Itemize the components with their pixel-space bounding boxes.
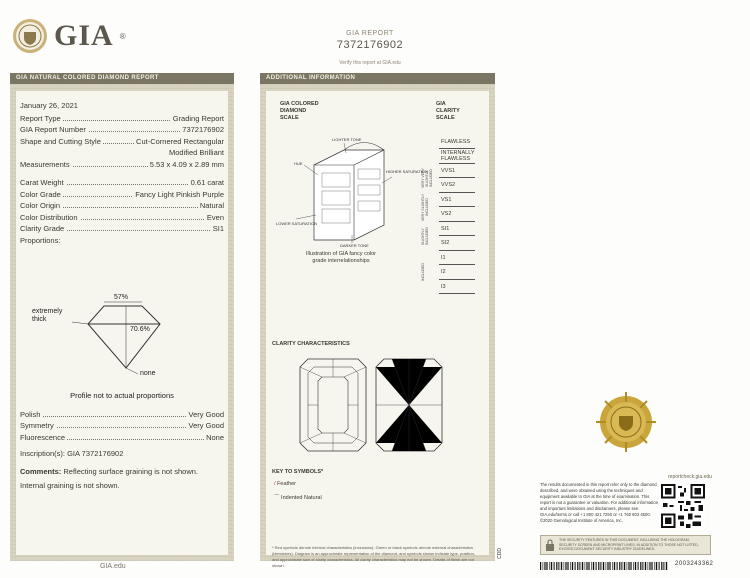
grade-label: Color Origin (20, 201, 61, 210)
detail-value: 5.53 x 4.09 x 2.89 mm (149, 159, 224, 169)
key-title: KEY TO SYMBOLS* (272, 469, 324, 475)
registered-mark: ® (119, 31, 126, 41)
finish-row (20, 430, 224, 442)
key-feather: / Feather (274, 481, 297, 487)
gold-seal-icon (596, 392, 656, 452)
clarity-group: VERY VERY SLIGHTLY INCLUDED (421, 168, 433, 189)
finish-value: Very Good (188, 409, 224, 419)
additional-info-title: ADDITIONAL INFORMATION (260, 73, 495, 84)
clarity-scale (421, 135, 483, 295)
brand-name: GIA (54, 19, 114, 52)
proportions-diagram (32, 294, 192, 382)
report-label: GIA REPORT (346, 30, 394, 37)
clarity-grade: SI1 (439, 222, 475, 236)
inscription: Inscription(s): GIA 7372176902 (20, 449, 124, 458)
scale-label-lower: LOWER SATURATION (276, 221, 317, 226)
clarity-grade: VS2 (439, 208, 475, 222)
grade-value: Fancy Light Pinkish Purple (135, 189, 224, 199)
grade-value: 0.61 carat (190, 178, 224, 187)
detail-value: Cut-Cornered Rectangular (136, 136, 224, 146)
detail-row (20, 157, 224, 169)
report-details (20, 111, 224, 245)
comments-label: Comments: (20, 467, 62, 476)
detail-label: GIA Report Number (20, 125, 86, 134)
detail-row (20, 111, 224, 123)
proportions-label: Proportions: (20, 235, 61, 245)
scale-label-higher: HIGHER SATURATION (386, 169, 428, 174)
lock-icon (545, 539, 555, 551)
finish-row (20, 419, 224, 431)
scale-label-darker: DARKER TONE (340, 243, 369, 248)
detail-row (20, 134, 224, 146)
clarity-grade: I2 (439, 266, 475, 280)
clarity-grade: VVS1 (439, 164, 475, 178)
depth-percent: 70.6% (130, 326, 150, 333)
detail-row (20, 146, 224, 158)
verify-text[interactable]: Verify this report at GIA.edu (339, 60, 401, 66)
profile-note: Profile not to actual proportions (70, 391, 174, 400)
additional-info-panel (260, 73, 495, 568)
illustration-caption: Illustration of GIA fancy color grade interrelationships (305, 251, 376, 264)
gia-edu-footer[interactable]: GIA.edu (100, 563, 126, 570)
finish-value: Very Good (188, 421, 224, 430)
detail-label: Shape and Cutting Style (20, 136, 101, 146)
report-date: January 26, 2021 (20, 101, 78, 110)
grade-value: Even (206, 212, 224, 222)
gia-logo (12, 18, 126, 54)
grade-label: Clarity Grade (20, 224, 65, 233)
comment-line: Internal graining is not shown. (20, 481, 120, 490)
clarity-grade-row (421, 135, 483, 150)
grade-value: Natural (199, 201, 224, 210)
symbols-footnote: * Red symbols denote internal characteristics (inclusions). Green or black symbols denote external characteristics (blemishes). Diagram is an approximate representation of the diamond, and symbols shown indicate type, position, and approximate size of clarity characteristics. All clarity characteristics may not be shown. Details of finish are not shown. (272, 545, 475, 568)
barcode-number: 2003243362 (675, 561, 714, 567)
report-number: 7372176902 (336, 39, 404, 51)
culet-label: none (140, 370, 156, 377)
detail-value: 7372176902 (182, 125, 224, 134)
grade-row (20, 210, 224, 222)
clarity-scale-title: GIA CLARITY SCALE (436, 101, 460, 121)
clarity-grade: FLAWLESS (439, 135, 475, 149)
table-percent: 57% (114, 294, 129, 301)
detail-value: Grading Report (172, 113, 224, 123)
clarity-grade: I1 (439, 251, 475, 265)
crown-plot-diagram (300, 359, 366, 451)
grade-label: Color Grade (20, 189, 61, 199)
disclaimer-text: The results documented in this report refer only to the diamond described, and were obtained using the techniques and equipment available to GIA at the time of examination. This report is not a guarantee or valuation. For additional information and important limitations and disclaimers, please see GIA.edu/terms or call +1 800 421 7250 or +1 760 603 4500. ©2020 Gemological Institute of America, Inc. (540, 482, 659, 523)
clarity-grade: VVS2 (439, 179, 475, 193)
additional-info-body (266, 91, 489, 568)
clarity-characteristics-title: CLARITY CHARACTERISTICS (272, 341, 350, 347)
pavilion-plot-diagram (376, 359, 442, 451)
clarity-group: INCLUDED (421, 263, 425, 282)
reportcheck-link[interactable]: reportcheck.gia.edu (668, 474, 712, 480)
grade-row (20, 222, 224, 234)
detail-label: Measurements (20, 159, 70, 169)
grade-row (20, 176, 224, 188)
grade-label: Carat Weight (20, 178, 64, 187)
report-panel-title: GIA NATURAL COLORED DIAMOND REPORT (10, 73, 234, 84)
indented-natural-symbol-icon: ⌒ (274, 495, 280, 501)
color-scale-title: GIA COLORED DIAMOND SCALE (280, 101, 319, 121)
security-notice (540, 535, 711, 555)
grade-label: Color Distribution (20, 212, 78, 222)
scale-label-lighter: LIGHTER TONE (332, 137, 362, 142)
finish-details (20, 407, 224, 442)
clarity-grade-row (421, 150, 483, 165)
qr-code-icon[interactable] (661, 484, 705, 528)
clarity-grade: I3 (439, 280, 475, 294)
finish-label: Symmetry (20, 421, 54, 430)
detail-row (20, 123, 224, 135)
side-code: CDD (497, 548, 503, 559)
proportions-row (20, 233, 224, 245)
clarity-grade: INTERNALLY FLAWLESS (441, 150, 475, 163)
report-panel (10, 73, 234, 561)
grade-row (20, 199, 224, 211)
finish-label: Polish (20, 409, 41, 419)
finish-label: Fluorescence (20, 432, 66, 442)
comments (20, 465, 198, 493)
clarity-grade: VS1 (439, 193, 475, 207)
grade-row (20, 187, 224, 199)
barcode-icon (540, 562, 670, 570)
clarity-grade: SI2 (439, 237, 475, 251)
scale-label-hue: HUE (294, 161, 303, 166)
key-indented-natural: ⌒ Indented Natural (274, 495, 322, 501)
grade-value: SI1 (212, 224, 224, 233)
clarity-group: SLIGHTLY INCLUDED (421, 227, 429, 246)
report-body (16, 91, 228, 555)
security-text: THE SECURITY FEATURES IN THIS DOCUMENT, INCLUDING THE HOLOGRAM, SECURITY SCREEN AND MICROPRINT LINES, IN ADDITION TO THOSE NOT LISTED, EXCEED DOCUMENT SECURITY INDUSTRY GUIDELINES. (559, 538, 699, 552)
comment-line: Reflecting surface graining is not shown. (63, 467, 199, 476)
girdle-label: extremely thick (32, 308, 63, 323)
detail-value: Modified Brilliant (168, 148, 224, 157)
finish-row (20, 407, 224, 419)
detail-label: Report Type (20, 113, 61, 123)
clarity-group: VERY SLIGHTLY INCLUDED (421, 193, 429, 222)
gia-seal-icon (12, 18, 48, 54)
finish-value: None (206, 432, 224, 442)
feather-symbol-icon: / (274, 481, 276, 487)
